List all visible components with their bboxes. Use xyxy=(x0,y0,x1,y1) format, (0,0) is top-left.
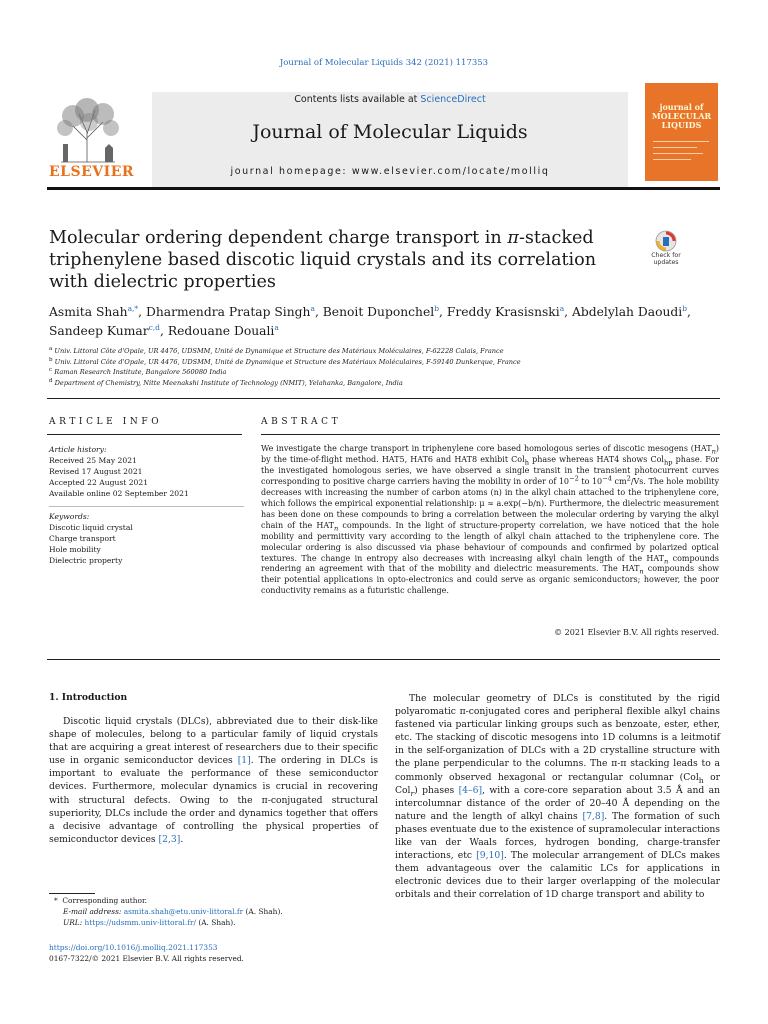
cover-decor-line xyxy=(653,141,709,142)
ref-link[interactable]: [2,3] xyxy=(158,833,181,845)
issn-line: 0167-7322/© 2021 Elsevier B.V. All rights reserved. xyxy=(49,954,244,963)
affiliation: $^a$ Univ. Littoral Côte d'Opale, UR 4476, UDSMM, Unité de Dynamique et Structure des Matériaux Moléculaires, F-62228 Calais, France xyxy=(49,345,504,355)
abstract-heading: ABSTRACT xyxy=(261,417,342,427)
elsevier-tree-logo xyxy=(49,92,126,164)
title-part-2: -stacked triphenylene based discotic liquid crystals and its correlation with dielectric properties xyxy=(49,228,597,292)
article-info-heading: ARTICLE INFO xyxy=(49,417,163,427)
keywords-divider xyxy=(49,506,244,507)
url-line: URL: https://udsmm.univ-littoral.fr/ (A. Shah). xyxy=(63,917,236,927)
journal-name: Journal of Molecular Liquids xyxy=(252,121,528,143)
doi-block xyxy=(49,942,244,964)
author[interactable]: Abdelylah Daoudi$^b$, xyxy=(572,303,691,319)
cover-decor-line xyxy=(653,147,697,148)
homepage-prefix: journal homepage: xyxy=(230,166,352,177)
homepage-url[interactable]: www.elsevier.com/locate/molliq xyxy=(351,166,550,177)
cover-decor-line xyxy=(653,153,703,154)
title-part-1: Molecular ordering dependent charge transport in xyxy=(49,228,508,248)
history-label: Article history: xyxy=(49,445,107,454)
journal-homepage xyxy=(152,166,628,177)
keyword: Hole mobility xyxy=(49,545,101,554)
contents-line xyxy=(152,94,628,105)
check-updates-label: Check for updates xyxy=(651,252,681,266)
author[interactable]: Redouane Douali$^a$ xyxy=(167,322,279,338)
email-line: E-mail address: asmita.shah@etu.univ-littoral.fr (A. Shah). xyxy=(63,906,283,916)
abstract-copyright: © 2021 Elsevier B.V. All rights reserved. xyxy=(554,628,719,637)
history-entry: Available online 02 September 2021 xyxy=(49,489,189,498)
keyword: Charge transport xyxy=(49,534,116,543)
cover-decor-line xyxy=(653,159,691,160)
footnote-rule xyxy=(49,893,95,894)
author[interactable]: Sandeep Kumar$^{c,d}$, xyxy=(49,322,168,338)
check-for-updates-badge[interactable] xyxy=(643,230,689,272)
history-entry: Accepted 22 August 2021 xyxy=(49,478,149,487)
abstract-end-rule xyxy=(47,659,720,660)
affiliations xyxy=(49,346,729,388)
intro-right-column: The molecular geometry of DLCs is constituted by the rigid polyaromatic π-conjugated cores and peripheral flexible alkyl chains fastened via particular linking groups such as benzoate, ester, ether, etc. The stacking of discotic mesogens into 1D columns is a leitmotif in the self-organization of DLCs with a 2D crystalline structure with the plane perpendicular to the columns. The π-π stacking leads to a commonly observed hexagonal or rectangular columnar (Col$_h$ or Col$_r$) phases [4–6], with a core-core separation about 3.5 Å and an intercolumnar distance of the order of 20–40 Å depending on the nature and the length of alkyl chains [7,8]. The formation of such phases eventuate due to the existence of supramolecular interactions like van der Waals forces, hydrogen bonding, charge-transfer interactions, etc [9,10]. The molecular arrangement of DLCs makes them advantageous over the calamitic LCs for applications in electronic devices due to their larger overlapping of the molecular orbitals and their correlation of 1D charge transport and ability to xyxy=(395,693,721,901)
url-link[interactable]: https://udsmm.univ-littoral.fr/ xyxy=(84,917,196,927)
keyword: Discotic liquid crystal xyxy=(49,523,133,532)
email-link[interactable]: asmita.shah@etu.univ-littoral.fr xyxy=(123,906,244,916)
article-info-rule xyxy=(47,434,242,435)
author-list xyxy=(49,303,729,341)
elsevier-wordmark: ELSEVIER xyxy=(49,164,135,180)
sciencedirect-link[interactable]: ScienceDirect xyxy=(420,94,486,105)
intro-heading: 1. Introduction xyxy=(49,692,128,703)
abstract-body: We investigate the charge transport in triphenylene core based homologous series of discotic mesogens $(HAT_n)$ by the time-of-flight method. HAT5, HAT6 and HAT8 exhibit Col$_h$ phase whereas HAT4 shows Col$_{hp}$ phase. For the investigated homologous series, we have observed a single transit in the transient photocurrent curves corresponding to positive charge carriers having the mobility in order of $10^{-2}$ to $10^{-4}$ $cm^2/Vs$. The hole mobility decreases with increasing the number of carbon atoms (n) in the alkyl chain attached to the triphenylene core, which follows the empirical exponential relationship: μ ≈ a.exp(−b/n). Furthermore, the dielectric measurement has been done on these compounds to bring a correlation between the molecular ordering by varying the alkyl chain of the $HAT_n$ compounds. In the light of structure-property correlation, we have noticed that the hole mobility and permittivity vary according to the length of alkyl chain attached to the triphenylene core. The molecular ordering is also discussed via phase behaviour of compounds and confirmed by polarized optical textures. The change in entropy also decreases with increasing alkyl chain length of the $HAT_n$ compounds rendering an agreement with that of the mobility and dielectric measurements. The $HAT_n$ compounds show their potential applications in opto-electronics and could serve as organic semiconductors; however, the poor conductivity remains as a futuristic challenge. xyxy=(261,444,720,596)
author[interactable]: Dharmendra Pratap Singh$^a$, xyxy=(146,303,323,319)
journal-citation[interactable]: Journal of Molecular Liquids 342 (2021) 117353 xyxy=(279,58,489,68)
intro-left-column: Discotic liquid crystals (DLCs), abbreviated due to their disk-like shape of molecules, belong to a particular family of liquid crystals that are acquiring a great interest of researchers due to their specific use in organic semiconductor devices [1]. The ordering in DLCs is important to evaluate the performance of these semiconductor devices. Furthermore, molecular dynamics is crucial in recovering with structural defects. Owing to the π-conjugated structural superiority, DLCs include the order and dynamics together that offers a decisive advantage of controlling the physical properties of semiconductor devices [2,3]. xyxy=(49,716,378,845)
ref-link[interactable]: [7,8] xyxy=(582,810,605,822)
check-updates-icon xyxy=(643,230,689,252)
author[interactable]: Benoit Duponchel$^b$, xyxy=(322,303,447,319)
article-title xyxy=(49,227,609,293)
affiliation: $^b$ Univ. Littoral Côte d'Opale, UR 4476, UDSMM, Unité de Dynamique et Structure des Matériaux Moléculaires, F-59140 Dunkerque, France xyxy=(49,356,521,366)
corresponding-note: * Corresponding author. xyxy=(54,896,148,905)
history-entry: Received 25 May 2021 xyxy=(49,456,137,465)
keywords-label: Keywords: xyxy=(49,512,90,521)
author[interactable]: Asmita Shah$^{a,*}$, xyxy=(49,303,146,319)
affiliation: $^d$ Department of Chemistry, Nitte Meenakshi Institute of Technology (NMIT), Yelahanka, Bangalore, India xyxy=(49,377,403,387)
doi-link[interactable]: https://doi.org/10.1016/j.molliq.2021.117353 xyxy=(49,943,218,952)
abstract-rule xyxy=(261,434,720,435)
journal-cover-thumbnail[interactable] xyxy=(645,83,718,181)
contents-prefix: Contents lists available at xyxy=(294,94,421,105)
ref-link[interactable]: [4–6] xyxy=(458,784,483,796)
ref-link[interactable]: [9,10] xyxy=(476,850,504,862)
ref-link[interactable]: [1] xyxy=(237,755,251,767)
title-pi-symbol: π xyxy=(507,228,519,248)
header-rule xyxy=(47,187,720,190)
front-matter-rule xyxy=(47,398,720,399)
keyword: Dielectric property xyxy=(49,556,123,565)
footnote xyxy=(49,896,378,929)
author[interactable]: Freddy Krasisnski$^a$, xyxy=(446,303,572,319)
article-info-block xyxy=(49,444,229,566)
history-entry: Revised 17 August 2021 xyxy=(49,467,143,476)
cover-title: journal of MOLECULAR LIQUIDS xyxy=(651,102,712,130)
affiliation: $^c$ Raman Research Institute, Bangalore 560080 India xyxy=(49,367,227,377)
